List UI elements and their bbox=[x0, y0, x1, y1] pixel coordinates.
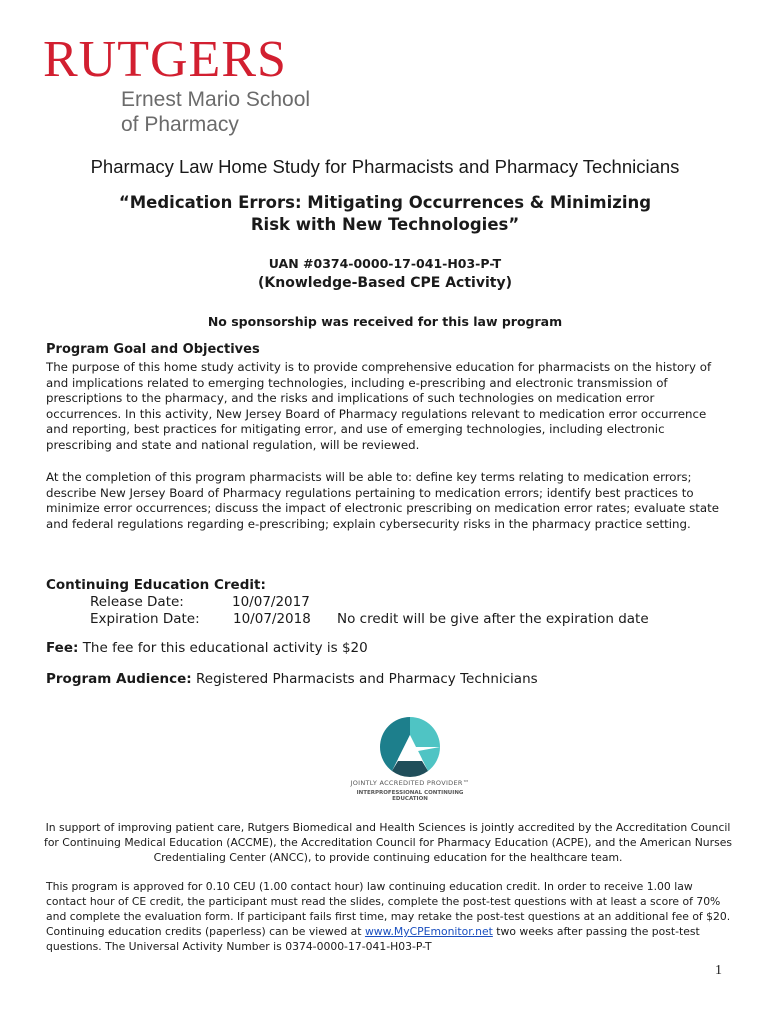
fee-text: The fee for this educational activity is $20 bbox=[82, 640, 368, 656]
activity-type: (Knowledge-Based CPE Activity) bbox=[258, 275, 512, 291]
expiration-note: No credit will be give after the expiration date bbox=[337, 611, 649, 627]
fee-label: Fee: bbox=[46, 640, 79, 656]
uan-number: UAN #0374-0000-17-041-H03-P-T bbox=[268, 256, 502, 271]
program-subtitle bbox=[60, 192, 710, 236]
logo-wordmark: RUTGERS bbox=[43, 31, 287, 88]
approval-statement bbox=[46, 879, 736, 954]
goals-paragraph-2: At the completion of this program pharmacists will be able to: define key terms relating to medication errors; describe New Jersey Board of Pharmacy regulations pertaining to medication errors; identify best practices to minimize error occurrences; discuss the impact of electronic prescribing on medication error rates; evaluate state and federal regulations regarding e-prescribing; explain cybersecurity risks in the pharmacy practice setting. bbox=[46, 470, 719, 531]
goals-paragraph-1: The purpose of this home study activity is to provide comprehensive education for pharmacists on the history of and implications related to emerging technologies, including e-prescribing and electronic transmission of prescriptions to the pharmacy, and the risks and implications of such technologies on medication error occurrences. In this activity, New Jersey Board of Pharmacy regulations relevant to medication error occurrence and reporting, best practices for mitigating error, and use of emerging technologies, including electronic prescribing and state and national regulation, will be reviewed. bbox=[46, 360, 712, 452]
expiration-label: Expiration Date: bbox=[90, 611, 200, 627]
approval-text-before: This program is approved for 0.10 CEU (1.00 contact hour) law continuing education credit. In order to receive 1.00 law contact hour of CE credit, the participant must read the slides, complete the post-test questions with at least a score of 70% and complete the evaluation form. If participant fails first time, may retake the post-test questions at an additional fee of $20. Continuing education credits (paperless) can be viewed at bbox=[46, 880, 731, 938]
subtitle-line2: Risk with New Technologies” bbox=[250, 215, 520, 234]
logo-school-line1: Ernest Mario School bbox=[121, 88, 311, 111]
document-title: Pharmacy Law Home Study for Pharmacists and Pharmacy Technicians bbox=[90, 156, 680, 177]
logo-school-line2: of Pharmacy bbox=[121, 113, 239, 136]
release-label: Release Date: bbox=[90, 594, 184, 610]
rutgers-logo bbox=[43, 31, 311, 136]
fee-line bbox=[46, 640, 368, 656]
page-number: 1 bbox=[715, 963, 722, 978]
credit-heading: Continuing Education Credit: bbox=[46, 577, 266, 593]
audience-line bbox=[46, 671, 538, 687]
mycpemonitor-link[interactable]: www.MyCPEmonitor.net bbox=[364, 925, 493, 938]
audience-text: Registered Pharmacists and Pharmacy Technicians bbox=[196, 671, 538, 687]
accreditation-statement: In support of improving patient care, Rutgers Biomedical and Health Sciences is jointly accredited by the Accreditation Council for Continuing Medical Education (ACCME), the Accreditation Council for Pharmacy Education (ACPE), and the American Nurses Credentialing Center (ANCC), to provide continuing education for the healthcare team. bbox=[44, 821, 732, 864]
audience-label: Program Audience: bbox=[46, 671, 192, 687]
release-date: 10/07/2017 bbox=[232, 594, 310, 610]
jap-line1: JOINTLY ACCREDITED PROVIDER™ bbox=[350, 779, 470, 787]
jap-line2: INTERPROFESSIONAL CONTINUING EDUCATION bbox=[356, 790, 464, 802]
jointly-accredited-logo bbox=[340, 715, 480, 802]
subtitle-line1: “Medication Errors: Mitigating Occurrences & Minimizing bbox=[118, 193, 652, 212]
goals-heading: Program Goal and Objectives bbox=[46, 342, 260, 357]
expiration-date: 10/07/2018 bbox=[233, 611, 311, 627]
approval-text-after: two weeks after passing the post-test questions. The Universal Activity Number is 0374-0000-17-041-H03-P-T bbox=[46, 925, 700, 953]
sponsorship-note: No sponsorship was received for this law program bbox=[207, 314, 563, 329]
jap-emblem-icon bbox=[378, 715, 442, 779]
